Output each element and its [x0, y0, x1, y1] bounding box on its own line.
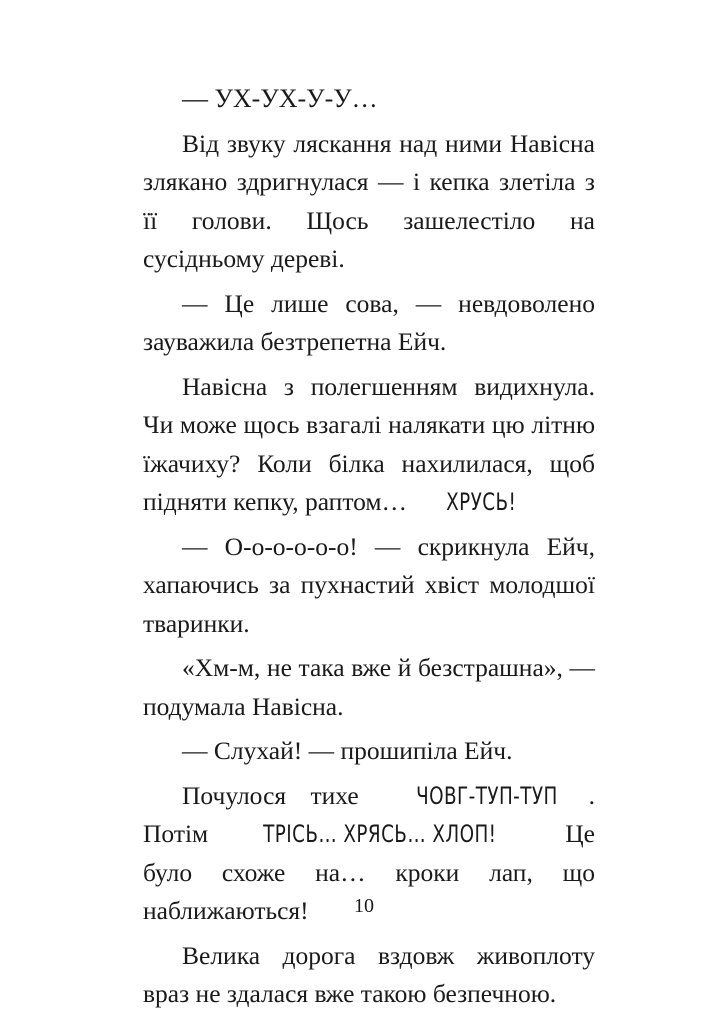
paragraph-7	[143, 732, 595, 771]
paragraph-9-text: Велика дорога вздовж живоплоту враз не здалася вже такою безпечною.	[143, 940, 595, 1008]
paragraph-4	[143, 368, 595, 522]
paragraph-5-text: — О-о-о-о-о-о! — скрикнула Ейч, хапаючись за пухнастий хвіст молодшої тваринки.	[143, 531, 595, 638]
paragraph-1	[143, 80, 595, 119]
page-number: 10	[354, 895, 374, 917]
sound-effect-chovg: ЧОВГ-ТУП-ТУП	[416, 781, 558, 810]
paragraph-5	[143, 528, 595, 644]
paragraph-4-text: Навісна з полегшенням видихнула. Чи може щось взагалі налякати цю літню їжачиху? Коли білка нахилилася, щоб підняти кепку, раптом…	[143, 371, 595, 516]
sound-effect-khrus: ХРУСЬ!	[446, 488, 517, 516]
paragraph-3-text: — Це лише сова, — невдоволено зауважила безтрепетна Ейч.	[143, 288, 595, 356]
paragraph-1-text: — УХ-УХ-У-У…	[182, 84, 378, 113]
page-body	[143, 80, 595, 1014]
paragraph-2-text: Від звуку ляскання над ними Навісна злякано здригнулася — і кепка злетіла з її голови. Щось зашелестіло на сусідньому дереві.	[143, 128, 595, 273]
paragraph-8-text-b: . Потім	[143, 780, 595, 848]
paragraph-8-text-c: Це було схоже на… кроки лап, що наближаються!	[143, 819, 595, 925]
sound-effect-tris: ТРІСЬ… ХРЯСЬ… ХЛОП!	[263, 820, 497, 848]
paragraph-6	[143, 649, 595, 726]
paragraph-2	[143, 125, 595, 279]
paragraph-9	[143, 937, 595, 1014]
paragraph-7-text: — Слухай! — прошипіла Ейч.	[182, 736, 513, 765]
paragraph-6-text: «Хм-м, не така вже й безстрашна», — подумала Навісна.	[143, 653, 595, 721]
paragraph-8-text-a: Почулося тихе	[182, 780, 384, 810]
paragraph-3	[143, 285, 595, 362]
